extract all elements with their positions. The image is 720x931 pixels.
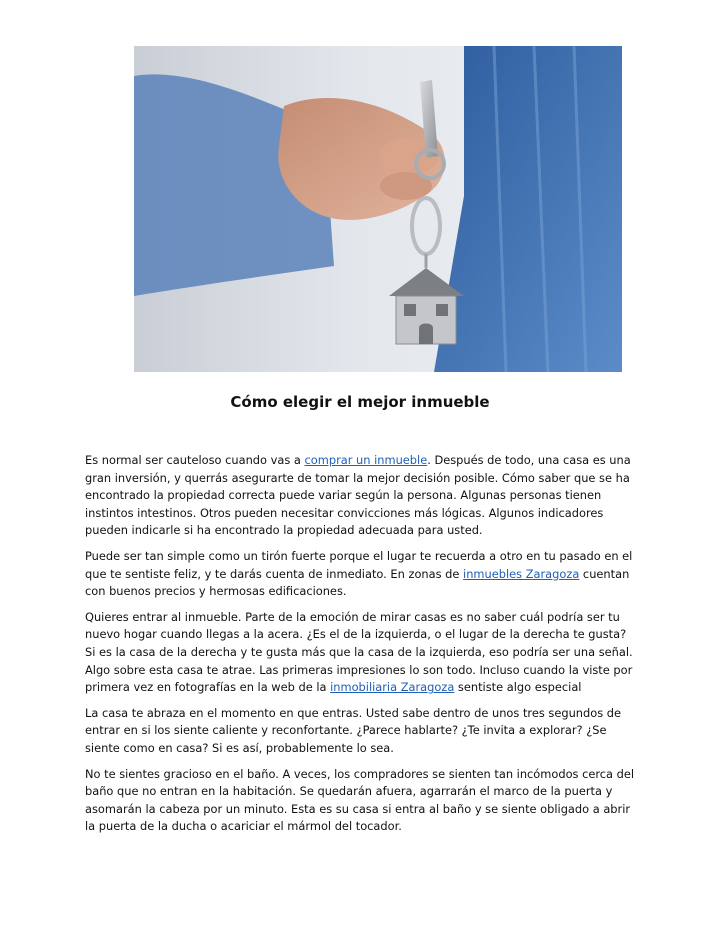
- hero-photo: [134, 46, 622, 372]
- paragraph-3-text-start: Quieres entrar al inmueble. Parte de la emoción de mirar casas es no saber cuál podría ser tu nuevo hogar cuando llegas a la acera. ¿Es el de la izquierda, o el lugar de la derecha te gusta? Si es la casa de la derecha y te gusta más que la casa de la izquierda, eso podría ser una señal. Algo sobre esta casa te atrae. Las primeras impresiones lo son todo. Incluso cuando la viste por primera vez en fotografías en la web de la: [85, 609, 633, 695]
- link-comprar-inmueble[interactable]: comprar un inmueble: [304, 453, 428, 467]
- paragraph-2-text-start: Puede ser tan simple como un tirón fuerte porque el lugar te recuerda a otro en tu pasado en el que te sentiste feliz, y te darás cuenta de inmediato. En zonas de: [85, 548, 633, 581]
- link-inmuebles-zaragoza[interactable]: inmuebles Zaragoza: [463, 566, 580, 581]
- hand-with-house-key-illustration: [134, 46, 622, 372]
- paragraph-5: No te sientes gracioso en el baño. A veces, los compradores se sienten tan incómodos cerca del baño que no entran en la habitación. Se quedarán afuera, agarrarán el marco de la puerta y asomarán la cabeza por un minuto. Esta es su casa si entra al baño y se siente obligado a abrir la puerta de la ducha o acariciar el mármol del tocador.: [85, 766, 635, 834]
- paragraph-3-text-end: sentiste algo especial: [454, 680, 582, 695]
- link-inmobiliaria-zaragoza[interactable]: inmobiliaria Zaragoza: [330, 680, 455, 695]
- paragraph-2: [85, 548, 637, 601]
- paragraph-4: La casa te abraza en el momento en que entras. Usted sabe dentro de unos tres segundos de entrar en si los siente caliente y reconfortante. ¿Parece hablarte? ¿Te invita a explorar? ¿Se siente como en casa? Si es así, probablemente lo sea.: [85, 705, 622, 755]
- paragraph-1-text-start: Es normal ser cauteloso cuando vas a: [85, 453, 305, 467]
- article-title: Cómo elegir el mejor inmueble: [230, 393, 490, 411]
- paragraph-1: [85, 452, 637, 540]
- paragraph-2-text-end: cuentan con buenos precios y hermosas edificaciones.: [85, 566, 630, 599]
- article-body: [85, 452, 637, 844]
- paragraph-3: [85, 609, 637, 697]
- paragraph-1-text-end: . Después de todo, una casa es una gran inversión, y querrás asegurarte de tomar la mejor decisión posible. Cómo saber que se ha encontrado la propiedad correcta puede variar según la persona. Algunas personas tienen instintos intestinos. Otros pueden necesitar convicciones más lógicas. Algunos indicadores pueden indicarle si ha encontrado la propiedad adecuada para usted.: [85, 453, 631, 538]
